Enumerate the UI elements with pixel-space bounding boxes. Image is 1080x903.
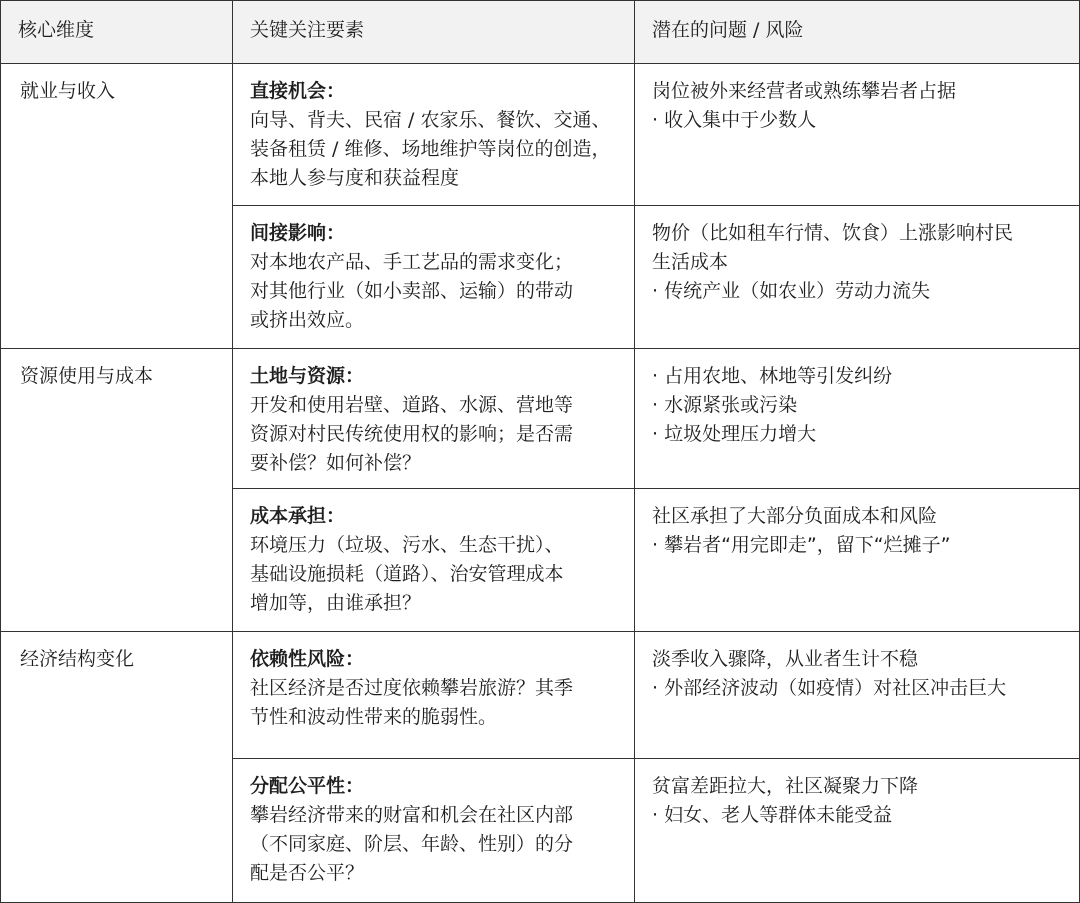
risk-cell — [635, 349, 1080, 489]
factor-line: 攀岩经济带来的财富和机会在社区内部 — [250, 804, 574, 826]
risk-line: · 外部经济波动（如疫情）对社区冲击巨大 — [652, 677, 1007, 699]
risk-line: 贫富差距拉大，社区凝聚力下降 — [652, 775, 919, 797]
factor-cell — [233, 206, 635, 349]
factor-line: 社区经济是否过度依赖攀岩旅游？其季 — [250, 677, 574, 699]
factor-line: 开发和使用岩壁、道路、水源、营地等 — [250, 394, 574, 416]
risk-line: · 攀岩者“用完即走”，留下“烂摊子” — [652, 534, 951, 556]
factor-line: 或挤出效应。 — [250, 309, 365, 331]
factor-line: 基础设施损耗（道路）、治安管理成本 — [250, 563, 564, 585]
factor-line: 对本地农产品、手工艺品的需求变化； — [250, 251, 574, 273]
factor-title: 间接影响： — [250, 222, 346, 244]
risk-line: 岗位被外来经营者或熟练攀岩者占据 — [652, 80, 957, 102]
factor-line: 要补偿？如何补偿？ — [250, 452, 422, 474]
risk-line: · 垃圾处理压力增大 — [652, 423, 817, 445]
factor-line: 节性和波动性带来的脆弱性。 — [250, 706, 498, 728]
factor-cell — [233, 489, 635, 632]
dimension-cell — [1, 349, 233, 632]
risk-line: · 占用农地、林地等引发纠纷 — [652, 365, 893, 387]
risk-cell — [635, 759, 1080, 903]
factor-cell — [233, 349, 635, 489]
factor-title: 直接机会： — [250, 80, 346, 102]
factor-title: 分配公平性： — [250, 775, 365, 797]
factor-line: 资源对村民传统使用权的影响；是否需 — [250, 423, 574, 445]
risk-line: · 妇女、老人等群体未能受益 — [652, 804, 893, 826]
header-risks: 潜在的问题 / 风险 — [635, 1, 1080, 64]
dimension-cell — [1, 64, 233, 349]
factor-line: 增加等，由谁承担？ — [250, 592, 422, 614]
table-row — [1, 632, 1080, 759]
factor-line: 环境压力（垃圾、污水、生态干扰）、 — [250, 534, 564, 556]
factor-line: 配是否公平？ — [250, 862, 365, 884]
table-row — [1, 349, 1080, 489]
factor-title: 土地与资源： — [250, 365, 365, 387]
risk-cell — [635, 64, 1080, 206]
risk-line: 淡季收入骤降，从业者生计不稳 — [652, 648, 919, 670]
factor-title: 成本承担： — [250, 505, 346, 527]
risk-cell — [635, 489, 1080, 632]
risk-line: 社区承担了大部分负面成本和风险 — [652, 505, 938, 527]
factor-line: 本地人参与度和获益程度 — [250, 167, 460, 189]
factor-line: 向导、背夫、民宿 / 农家乐、餐饮、交通、 — [250, 109, 611, 131]
risk-line: · 水源紧张或污染 — [652, 394, 798, 416]
dimension-label: 经济结构变化 — [20, 648, 135, 670]
dimension-label: 就业与收入 — [20, 80, 116, 102]
risk-line: 物价（比如租车行情、饮食）上涨影响村民 — [652, 222, 1014, 244]
risk-cell — [635, 632, 1080, 759]
risk-cell — [635, 206, 1080, 349]
table-row — [1, 64, 1080, 206]
factor-title: 依赖性风险： — [250, 648, 365, 670]
dimension-label: 资源使用与成本 — [20, 365, 154, 387]
dimension-cell — [1, 632, 233, 903]
header-dimension: 核心维度 — [1, 1, 233, 64]
header-factors: 关键关注要素 — [233, 1, 635, 64]
risk-line: · 收入集中于少数人 — [652, 109, 817, 131]
factor-line: 装备租赁 / 维修、场地维护等岗位的创造， — [250, 138, 611, 160]
factor-cell — [233, 759, 635, 903]
factor-line: 对其他行业（如小卖部、运输）的带动 — [250, 280, 574, 302]
factor-line: （不同家庭、阶层、年龄、性别）的分 — [250, 833, 574, 855]
risk-line: 生活成本 — [652, 251, 729, 273]
risk-line: · 传统产业（如农业）劳动力流失 — [652, 280, 931, 302]
factor-cell — [233, 632, 635, 759]
table-header-row — [1, 1, 1080, 64]
factor-cell — [233, 64, 635, 206]
